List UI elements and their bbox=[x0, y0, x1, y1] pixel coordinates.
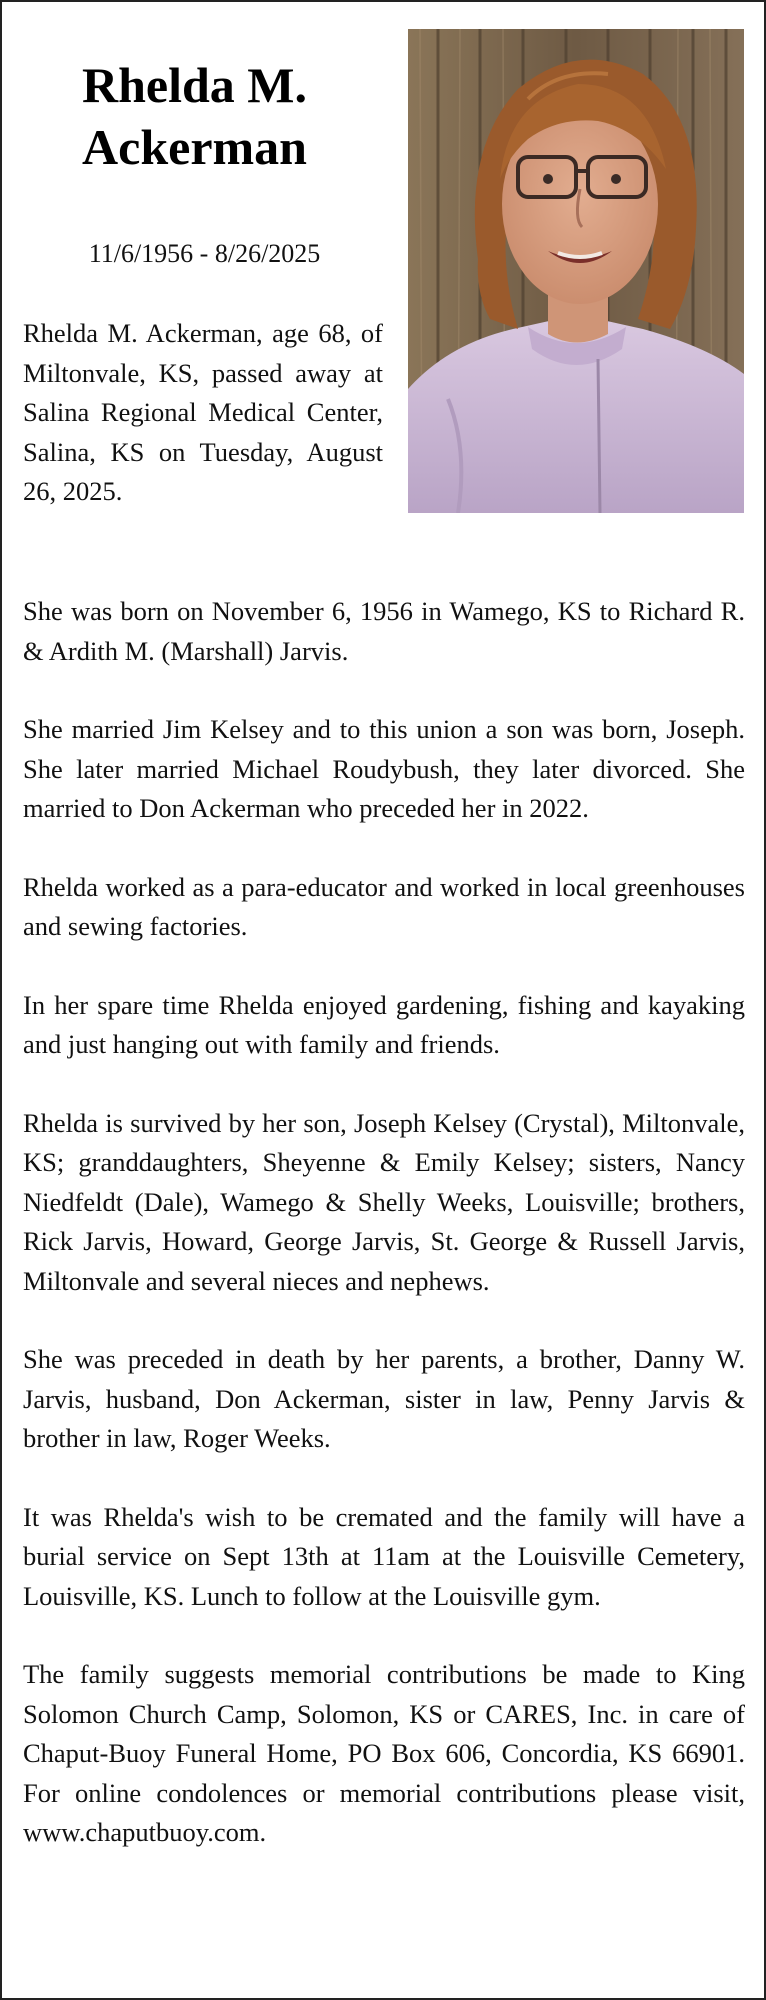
paragraph-survivors: Rhelda is survived by her son, Joseph Kelsey (Crystal), Miltonvale, KS; granddaughters, Sheyenne & Emily Kelsey; sisters, Nancy Niedfeldt (Dale), Wamego & Shelly Weeks, Louisville; brothers, Rick Jarvis, Howard, George Jarvis, St. George & Russell Jarvis, Miltonvale and several nieces and nephews. bbox=[23, 1107, 745, 1296]
obituary-body bbox=[23, 592, 745, 1892]
obituary-intro: Rhelda M. Ackerman, age 68, of Miltonvale, KS, passed away at Salina Regional Medical Center, Salina, KS on Tuesday, August 26, 2025. bbox=[23, 318, 383, 506]
decedent-name: Rhelda M. Ackerman bbox=[82, 57, 307, 175]
paragraph-service: It was Rhelda's wish to be cremated and the family will have a burial service on Sept 13th at 11am at the Louisville Cemetery, Louisville, KS. Lunch to follow at the Louisville gym. bbox=[23, 1501, 745, 1611]
life-dates: 11/6/1956 - 8/26/2025 bbox=[88, 239, 321, 268]
paragraph-birth: She was born on November 6, 1956 in Wamego, KS to Richard R. & Ardith M. (Marshall) Jarvis. bbox=[23, 596, 745, 666]
paragraph-work: Rhelda worked as a para-educator and worked in local greenhouses and sewing factories. bbox=[23, 871, 745, 941]
portrait-photo bbox=[408, 29, 744, 513]
paragraph-memorials: The family suggests memorial contributions be made to King Solomon Church Camp, Solomon, KS or CARES, Inc. in care of Chaput-Buoy Funeral Home, PO Box 606, Concordia, KS 66901. For online condolences or memorial contributions please visit, www.chaputbuoy.com. bbox=[23, 1659, 745, 1847]
paragraph-marriages: She married Jim Kelsey and to this union a son was born, Joseph. She later married Michael Roudybush, they later divorced. She married to Don Ackerman who preceded her in 2022. bbox=[23, 714, 745, 823]
paragraph-hobbies: In her spare time Rhelda enjoyed gardening, fishing and kayaking and just hanging out with family and friends. bbox=[23, 989, 745, 1059]
paragraph-preceded: She was preceded in death by her parents, a brother, Danny W. Jarvis, husband, Don Ackerman, sister in law, Penny Jarvis & brother in law, Roger Weeks. bbox=[23, 1344, 745, 1453]
